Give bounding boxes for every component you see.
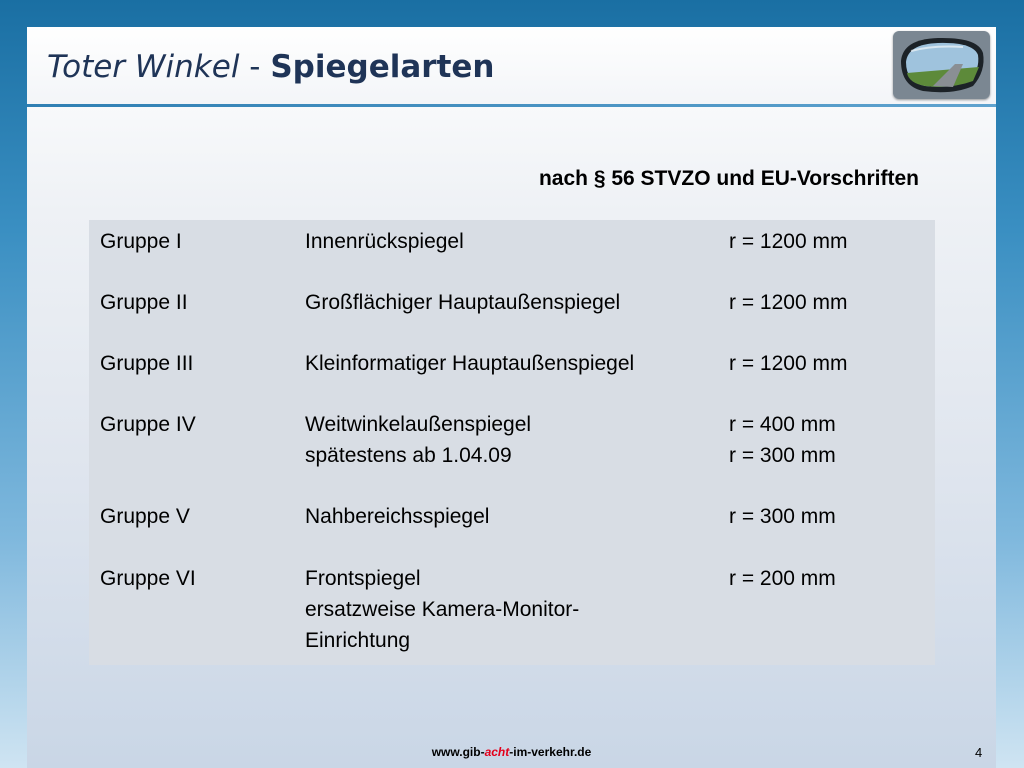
radius-cell: r = 1200 mm xyxy=(729,352,848,375)
footer-url-highlight: acht xyxy=(484,745,510,759)
footer-url xyxy=(27,745,996,759)
slide xyxy=(27,27,996,768)
title-separator: - xyxy=(239,49,271,85)
radius-cell: r = 300 mm xyxy=(729,505,836,528)
radius-cell: r = 300 mm xyxy=(729,444,836,467)
radius-cell: r = 1200 mm xyxy=(729,291,848,314)
type-cell: Frontspiegel xyxy=(305,567,421,590)
footer-url-post: -im-verkehr.de xyxy=(509,745,592,759)
group-cell: Gruppe VI xyxy=(100,567,196,590)
type-cell: Kleinformatiger Hauptaußenspiegel xyxy=(305,352,635,375)
subtitle: nach § 56 STVZO und EU-Vorschriften xyxy=(538,167,919,190)
title-divider xyxy=(27,104,996,107)
title-bold: Spiegelarten xyxy=(270,49,495,85)
slide-title xyxy=(47,49,495,85)
radius-cell: r = 1200 mm xyxy=(729,230,848,253)
group-cell: Gruppe I xyxy=(100,230,182,253)
type-cell: Großflächiger Hauptaußenspiegel xyxy=(305,291,621,314)
page-number: 4 xyxy=(975,745,983,760)
group-cell: Gruppe V xyxy=(100,505,190,528)
mirror-table xyxy=(89,220,935,665)
radius-cell: r = 400 mm xyxy=(729,413,836,436)
type-cell: Nahbereichsspiegel xyxy=(305,505,490,528)
type-cell: spätestens ab 1.04.09 xyxy=(305,444,512,467)
type-cell: ersatzweise Kamera-Monitor- xyxy=(305,598,580,621)
title-bar xyxy=(27,27,996,104)
mirror-logo-icon xyxy=(893,31,990,99)
group-cell: Gruppe IV xyxy=(100,413,196,436)
type-cell: Weitwinkelaußenspiegel xyxy=(305,413,532,436)
footer-url-pre: www.gib- xyxy=(431,745,485,759)
group-cell: Gruppe II xyxy=(100,291,188,314)
group-cell: Gruppe III xyxy=(100,352,194,375)
title-italic: Toter Winkel xyxy=(47,49,240,85)
radius-cell: r = 200 mm xyxy=(729,567,836,590)
type-cell: Einrichtung xyxy=(305,629,411,652)
type-cell: Innenrückspiegel xyxy=(305,230,464,253)
